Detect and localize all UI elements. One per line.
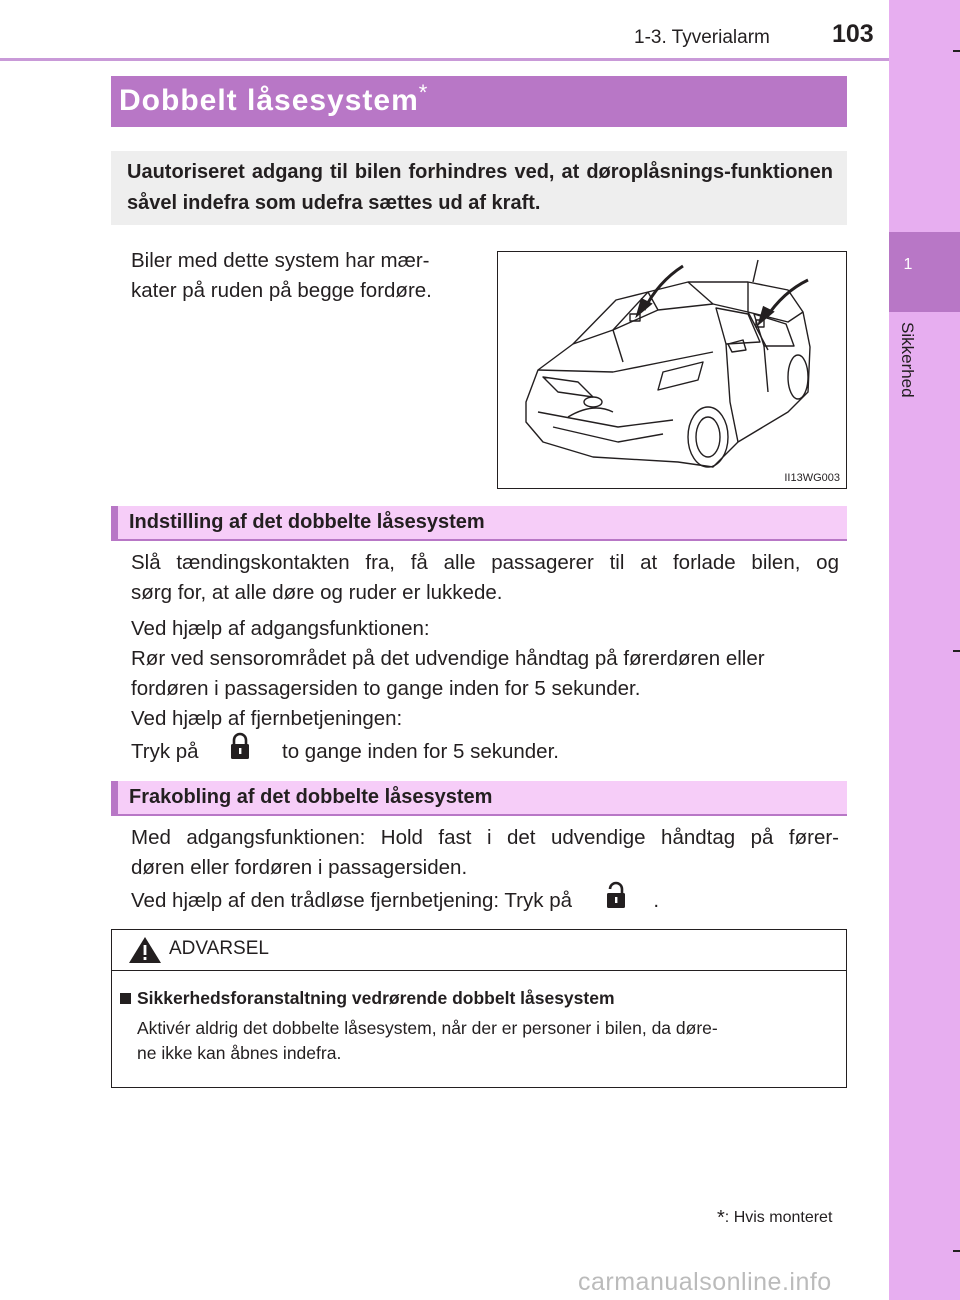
page-title-text: Dobbelt låsesystem bbox=[119, 84, 419, 117]
release-remote-suffix: . bbox=[653, 888, 660, 912]
section-title: 1-3. Tyverialarm bbox=[634, 27, 770, 48]
lock-icon bbox=[230, 732, 250, 769]
press-prefix: Tryk på bbox=[131, 739, 199, 763]
warning-body-line: Aktivér aldrig det dobbelte låsesystem, når der er personer i bilen, da døre- bbox=[137, 1018, 718, 1038]
warning-header bbox=[112, 930, 846, 971]
release-remote-instruction bbox=[131, 883, 659, 920]
setting-heading: Indstilling af det dobbelte låsesystem bbox=[129, 511, 485, 533]
side-tick bbox=[953, 50, 960, 52]
warning-box bbox=[111, 929, 847, 1088]
warning-subtitle-text: Sikkerhedsforanstaltning vedrørende dobbelt låsesystem bbox=[137, 988, 615, 1008]
press-suffix: to gange inden for 5 sekunder. bbox=[282, 739, 559, 763]
chapter-side-band bbox=[889, 0, 960, 1300]
release-heading: Frakobling af det dobbelte låsesystem bbox=[129, 786, 493, 808]
car-illustration bbox=[497, 251, 847, 489]
release-paragraph-line: Med adgangsfunktionen: Hold fast i det udvendige håndtag på fører- bbox=[131, 826, 839, 849]
release-paragraph-line: døren eller fordøren i passagersiden. bbox=[131, 856, 468, 879]
footnote-text: : Hvis monteret bbox=[724, 1209, 833, 1226]
unlock-icon bbox=[606, 881, 626, 918]
warning-label: ADVARSEL bbox=[169, 938, 269, 959]
setting-heading-banner bbox=[111, 506, 847, 541]
watermark[interactable]: carmanualsonline.info bbox=[578, 1268, 832, 1296]
setting-paragraph-line: Ved hjælp af adgangsfunktionen: bbox=[131, 617, 430, 640]
title-banner bbox=[111, 76, 847, 127]
release-heading-banner bbox=[111, 781, 847, 816]
press-instruction bbox=[131, 734, 559, 771]
footnote bbox=[717, 1205, 832, 1228]
title-footnote-star: * bbox=[418, 80, 429, 105]
setting-paragraph-line: Ved hjælp af fjernbetjeningen: bbox=[131, 707, 403, 730]
footnote-star: * bbox=[717, 1207, 725, 1229]
warning-body bbox=[137, 1016, 832, 1066]
image-code: II13WG003 bbox=[784, 472, 840, 484]
figure-caption-line: kater på ruden på begge fordøre. bbox=[131, 279, 432, 302]
chapter-number: 1 bbox=[903, 256, 913, 273]
intro-text: Uautoriseret adgang til bilen forhindres ved, at døroplåsnings-funktionen såvel indefra som udefra sættes ud af kraft. bbox=[127, 161, 833, 214]
release-remote-prefix: Ved hjælp af den trådløse fjernbetjening: Tryk på bbox=[131, 888, 573, 912]
warning-triangle-icon bbox=[128, 936, 162, 964]
car-drawing bbox=[498, 252, 846, 488]
header-rule bbox=[0, 58, 889, 61]
setting-paragraph-line: Slå tændingskontakten fra, få alle passagerer til at forlade bilen, og bbox=[131, 551, 839, 574]
chapter-label: Sikkerhed bbox=[898, 322, 917, 398]
warning-body-line: ne ikke kan åbnes indefra. bbox=[137, 1043, 342, 1063]
setting-paragraph-line: Rør ved sensorområdet på det udvendige håndtag på førerdøren eller bbox=[131, 647, 765, 670]
page-title bbox=[119, 80, 429, 118]
side-tick bbox=[953, 650, 960, 652]
side-tick bbox=[953, 1250, 960, 1252]
figure-caption-line: Biler med dette system har mær- bbox=[131, 249, 430, 272]
page-number: 103 bbox=[832, 20, 874, 48]
intro-box bbox=[111, 151, 847, 225]
setting-paragraph-line: sørg for, at alle døre og ruder er lukkede. bbox=[131, 581, 503, 604]
bullet-square-icon bbox=[120, 993, 131, 1004]
warning-subtitle bbox=[120, 988, 615, 1009]
setting-paragraph-line: fordøren i passagersiden to gange inden for 5 sekunder. bbox=[131, 677, 641, 700]
